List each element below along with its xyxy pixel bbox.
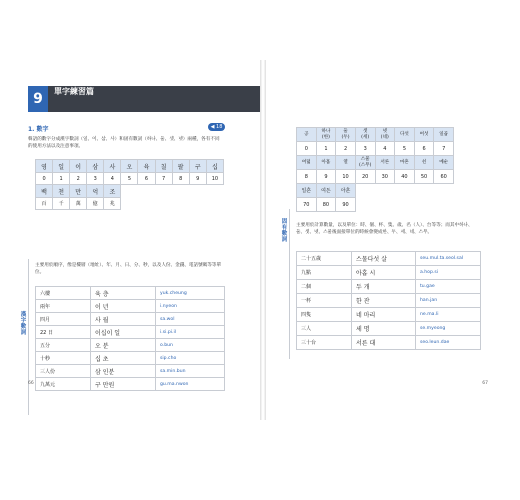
number-cell-korean: 구 [189,160,206,173]
side-label: 漢字數詞 [20,312,27,336]
example-row [36,326,225,339]
unit-cell-hanja: 百 [36,198,53,210]
example-row [36,287,225,300]
number-cell-korean: 열 [336,156,356,170]
section-divider [28,259,29,415]
romanization-cell: sa.min.bun [156,365,225,378]
chinese-cell: 兩年 [36,300,91,313]
unit-cell-korean: 만 [70,185,87,198]
chinese-cell: 二個 [297,280,352,294]
number-cell-korean: 팔 [172,160,189,173]
large-unit-hanja-row [36,198,224,210]
number-cell-korean: 십 [206,160,223,173]
number-cell-digit: 5 [121,173,138,185]
digit-tens-row [297,170,454,184]
number-cell-korean: 예순 [434,156,454,170]
chinese-cell: 四隻 [297,308,352,322]
number-cell-digit: 4 [375,142,395,156]
number-cell-korean: 일곱 [434,128,454,142]
number-cell-korean: 오 [121,160,138,173]
chinese-cell: 九點 [297,266,352,280]
chinese-cell: 四月 [36,313,91,326]
number-cell-korean: 마흔 [395,156,415,170]
unit-cell-hanja: 兆 [104,198,121,210]
number-cell-digit: 9 [316,170,336,184]
unit-cell-korean: 천 [53,185,70,198]
number-cell-digit: 8 [297,170,317,184]
korean-cell: 아홉 시 [352,266,416,280]
romanization-cell: sip.cho [156,352,225,365]
number-cell-korean: 여든 [316,184,336,198]
number-cell-digit: 6 [414,142,434,156]
number-cell-digit: 30 [375,170,395,184]
right-page [266,64,506,414]
example-row [297,252,481,266]
romanization-cell: han.jan [416,294,481,308]
digit-big-row [297,198,454,212]
number-cell-digit: 10 [336,170,356,184]
number-cell-korean: 넷 (네) [375,128,395,142]
example-row [297,336,481,350]
number-cell-korean: 여덟 [297,156,317,170]
number-cell-digit: 6 [138,173,155,185]
number-cell-digit: 7 [155,173,172,185]
number-cell-korean: 삼 [87,160,104,173]
left-page [20,64,260,414]
number-cell-digit: 1 [316,142,336,156]
korean-cell: 구 만원 [91,378,156,391]
number-cell-digit: 0 [36,173,53,185]
number-cell-korean: 아홉 [316,156,336,170]
korean-cell: 네 마리 [352,308,416,322]
korean-cell: 이 년 [91,300,156,313]
sino-korean-row [36,160,224,173]
number-cell-korean: 영 [36,160,53,173]
korean-cell: 스물다섯 살 [352,252,416,266]
unit-cell-korean: 조 [104,185,121,198]
number-cell-korean: 하나 (한) [316,128,336,142]
page-number: 66 [28,381,34,386]
chinese-cell: 三人份 [36,365,91,378]
number-cell-korean: 쉰 [414,156,434,170]
number-cell-digit: 5 [395,142,415,156]
chinese-cell: 十秒 [36,352,91,365]
romanization-cell: o.bun [156,339,225,352]
korean-cell: 한 잔 [352,294,416,308]
romanization-cell: sa.wol [156,313,225,326]
number-cell-digit: 90 [336,198,356,212]
native-korean-row [297,128,454,142]
example-row [36,339,225,352]
digit-row [36,173,224,185]
chinese-cell: 三人 [297,322,352,336]
korean-cell: 두 개 [352,280,416,294]
number-cell-korean: 아흔 [336,184,356,198]
romanization-cell: yuk.cheung [156,287,225,300]
chinese-cell: 22 日 [36,326,91,339]
number-cell-digit: 10 [206,173,223,185]
number-cell-korean: 일흔 [297,184,317,198]
example-row [36,378,225,391]
korean-cell: 삼 인분 [91,365,156,378]
native-korean-big-row [297,184,454,198]
number-cell-digit: 4 [104,173,121,185]
number-cell-digit: 9 [189,173,206,185]
chinese-cell: 六樓 [36,287,91,300]
number-cell-digit: 60 [434,170,454,184]
unit-cell-hanja: 萬 [70,198,87,210]
example-row [297,322,481,336]
page-number: 67 [482,381,488,386]
number-cell-digit: 8 [172,173,189,185]
korean-cell: 세 명 [352,322,416,336]
number-cell-korean: 스물 (스무) [355,156,375,170]
romanization-cell: i.nyeon [156,300,225,313]
example-row [297,294,481,308]
chinese-cell: 三十台 [297,336,352,350]
number-cell-digit: 3 [87,173,104,185]
usage-note: 主要用於計算數量，以及單位：時、個、杯、隻、歲、名（人）、台等等；而其中하나、둘、셋、넷、스물後面接單位的時候會變成한、두、세、네、스무。 [296,223,473,235]
number-cell-korean: 서른 [375,156,395,170]
native-korean-number-table [296,127,454,212]
number-cell-digit: 1 [53,173,70,185]
section-title: 1. 數字 [28,126,49,133]
unit-cell-hanja: 千 [53,198,70,210]
korean-cell: 오 분 [91,339,156,352]
native-korean-example-table [296,251,481,350]
sino-korean-example-table [35,286,225,391]
number-cell-digit: 0 [297,142,317,156]
number-cell-korean: 공 [297,128,317,142]
romanization-cell: i.si.pi.il [156,326,225,339]
number-cell-digit: 40 [395,170,415,184]
romanization-cell: gu.ma.nwon [156,378,225,391]
number-cell-korean: 사 [104,160,121,173]
korean-cell: 서른 대 [352,336,416,350]
unit-cell-korean: 억 [87,185,104,198]
number-cell-korean: 다섯 [395,128,415,142]
number-cell-digit: 2 [70,173,87,185]
number-cell-korean: 셋 (세) [355,128,375,142]
korean-cell: 이십이 일 [91,326,156,339]
number-cell-digit: 2 [336,142,356,156]
usage-note: 主要用於順序，像是樓層（地址）、年、月、日、分、秒，以及人份、金錢、電話號碼等等單位。 [35,263,222,275]
chapter-number: 9 [33,91,43,107]
number-cell-digit: 20 [355,170,375,184]
chinese-cell: 五分 [36,339,91,352]
example-row [297,266,481,280]
chapter-title: 單字練習篇 [54,87,94,96]
large-unit-korean-row [36,185,224,198]
number-cell-digit: 80 [316,198,336,212]
romanization-cell: seu.mul.ta.seol.sal [416,252,481,266]
chinese-cell: 一杯 [297,294,352,308]
section-divider [289,209,290,359]
number-cell-korean: 여섯 [414,128,434,142]
number-cell-korean: 육 [138,160,155,173]
chinese-cell: 二十五歲 [297,252,352,266]
romanization-cell: seo.leun.dae [416,336,481,350]
number-cell-digit: 50 [414,170,434,184]
unit-cell-hanja: 億 [87,198,104,210]
number-cell-digit: 3 [355,142,375,156]
romanization-cell: se.myeong [416,322,481,336]
intro-paragraph: 韓語的數字分成漢字數詞（일、이、삼、사）和固有數詞（하나、둘、셋、넷）兩種，各有不同的使用方法以及注意事項。 [28,137,220,149]
number-cell-korean: 일 [53,160,70,173]
number-cell-digit: 70 [297,198,317,212]
romanization-cell: ne.ma.li [416,308,481,322]
example-row [36,365,225,378]
example-row [36,352,225,365]
example-row [36,300,225,313]
korean-cell: 육 층 [91,287,156,300]
native-korean-tens-row [297,156,454,170]
chinese-cell: 九萬元 [36,378,91,391]
romanization-cell: tu.gae [416,280,481,294]
romanization-cell: a.hop.si [416,266,481,280]
korean-cell: 사 월 [91,313,156,326]
side-label: 固有數詞 [281,219,288,243]
example-row [36,313,225,326]
audio-track-badge[interactable]: ◀ 18 [208,123,225,131]
unit-cell-korean: 백 [36,185,53,198]
digit-row [297,142,454,156]
number-cell-digit: 7 [434,142,454,156]
number-cell-korean: 둘 (두) [336,128,356,142]
korean-cell: 십 초 [91,352,156,365]
example-row [297,308,481,322]
number-cell-korean: 칠 [155,160,172,173]
number-cell-korean: 이 [70,160,87,173]
sino-korean-number-table [35,159,224,210]
example-row [297,280,481,294]
